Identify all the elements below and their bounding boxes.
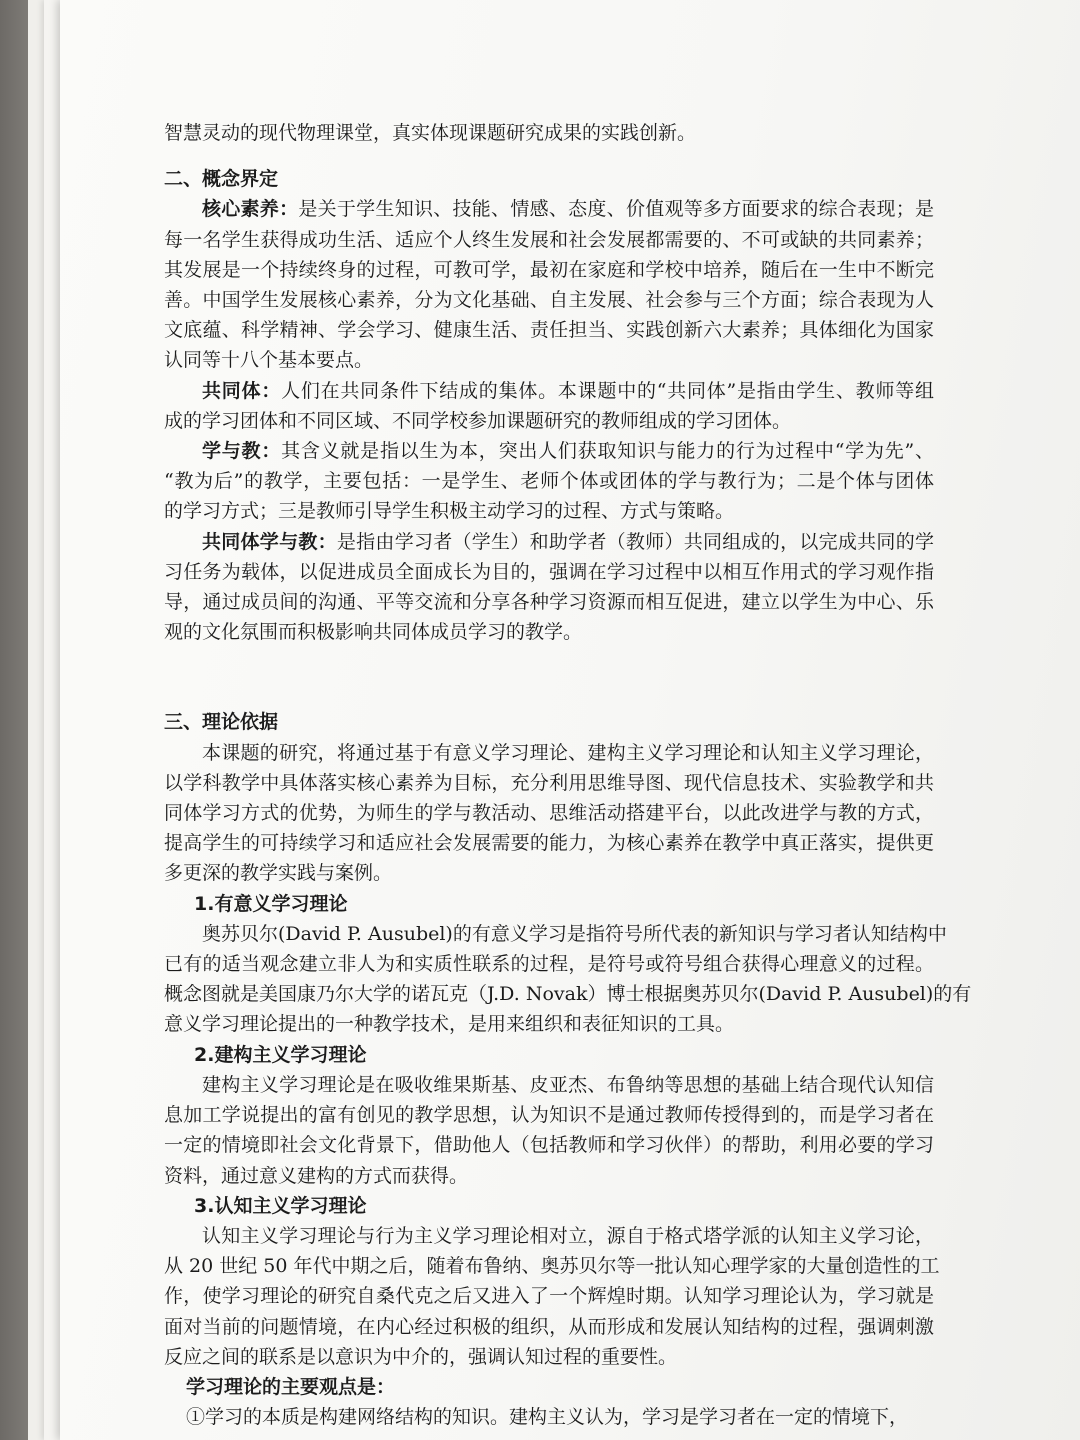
paragraph-line: 每一名学生获得成功生活、适应个人终生发展和社会发展都需要的、不可或缺的共同素养；: [164, 228, 934, 251]
term-community: 共同体：: [202, 379, 282, 402]
paragraph-line: 资料，通过意义建构的方式而获得。: [164, 1164, 469, 1187]
paragraph-line: 其发展是一个持续终身的过程，可教可学，最初在家庭和学校中培养，随后在一生中不断完: [164, 258, 934, 281]
paragraph-line: “教为后”的教学，主要包括：一是学生、老师个体或团体的学与教行为；二是个体与团体: [164, 470, 934, 493]
term-core-literacy: 核心素养：: [202, 198, 299, 221]
paragraph-line: 一定的情境即社会文化背景下，借助他人（包括教师和学习伙伴）的帮助，利用必要的学习: [164, 1134, 934, 1157]
paragraph-line: 习任务为载体，以促进成员全面成长为目的，强调在学习过程中以相互作用式的学习观作指: [164, 560, 934, 583]
paragraph-line: 建构主义学习理论是在吸收维果斯基、皮亚杰、布鲁纳等思想的基础上结合现代认知信: [202, 1073, 934, 1096]
paragraph-line: 从 20 世纪 50 年代中期之后，随着布鲁纳、奥苏贝尔等一批认知心理学家的大量创造性的工: [164, 1255, 940, 1278]
paragraph-line: 面对当前的问题情境，在内心经过积极的组织，从而形成和发展认知结构的过程，强调刺激: [164, 1315, 934, 1338]
paragraph-line: 观的文化氛围而积极影响共同体成员学习的教学。: [164, 621, 583, 644]
paragraph-line: 的学习方式；三是教师引导学生积极主动学习的过程、方式与策略。: [164, 500, 735, 523]
paragraph-line: 是指由学习者（学生）和助学者（教师）共同组成的，以完成共同的学: [336, 530, 934, 553]
definition-core-literacy: [164, 194, 934, 375]
paragraph-line: 作，使学习理论的研究自桑代克之后又进入了一个辉煌时期。认知学习理论认为，学习就是: [164, 1285, 934, 1308]
paragraph-line: 反应之间的联系是以意识为中介的，强调认知过程的重要性。: [164, 1345, 678, 1368]
subheading-main-points: 学习理论的主要观点是：: [186, 1375, 396, 1398]
paragraph-cognitivism: [164, 1221, 940, 1372]
paragraph-line: 是关于学生知识、技能、情感、态度、价值观等多方面要求的综合表现；是: [298, 198, 934, 221]
paragraph-line: 提高学生的可持续学习和适应社会发展需要的能力，为核心素养在教学中真正落实，提供更: [164, 832, 934, 855]
paragraph-line: 认同等十八个基本要点。: [164, 349, 374, 372]
paper-page: [60, 0, 1080, 1440]
paragraph-line: 成的学习团体和不同区域、不同学校参加课题研究的教师组成的学习团体。: [164, 409, 792, 432]
definition-community: [164, 376, 934, 436]
intro-line: 智慧灵动的现代物理课堂，真实体现课题研究成果的实践创新。: [164, 122, 697, 144]
paragraph-line: 息加工学说提出的富有创见的教学思想，认为知识不是通过教师传授得到的，而是学习者在: [164, 1104, 934, 1127]
paragraph-line: 奥苏贝尔(David P. Ausubel)的有意义学习是指符号所代表的新知识与学习者认知结构中: [202, 922, 947, 945]
term-learn-teach: 学与教：: [202, 440, 282, 463]
subheading-meaningful-learning: 1.有意义学习理论: [194, 892, 348, 915]
definition-community-learn-teach: [164, 527, 934, 648]
subheading-constructivism: 2.建构主义学习理论: [194, 1043, 367, 1066]
paragraph-line: 善。中国学生发展核心素养，分为文化基础、自主发展、社会参与三个方面；综合表现为人: [164, 289, 934, 312]
paragraph-line: 意义学习理论提出的一种教学技术，是用来组织和表征知识的工具。: [164, 1013, 735, 1036]
document-body: [164, 118, 972, 1432]
paragraph-line: 同体学习方式的优势，为师生的学与教活动、思维活动搭建平台，以此改进学与教的方式，: [164, 802, 934, 825]
paragraph-line: 其含义就是指以生为本，突出人们获取知识与能力的行为过程中“学为先”、: [281, 440, 934, 463]
paragraph-meaningful-learning: [164, 919, 972, 1040]
paragraph-constructivism: [164, 1070, 934, 1191]
paragraph-line: 已有的适当观念建立非人为和实质性联系的过程，是符号或符号组合获得心理意义的过程。: [164, 953, 934, 976]
subheading-cognitivism: 3.认知主义学习理论: [194, 1194, 367, 1217]
paragraph-line-point-1: ①学习的本质是构建网络结构的知识。建构主义认为，学习是学习者在一定的情境下，: [186, 1406, 909, 1429]
paragraph-line: 多更深的教学实践与案例。: [164, 862, 393, 885]
paragraph-line: 人们在共同条件下结成的集体。本课题中的“共同体”是指由学生、教师等组: [281, 379, 934, 402]
paragraph-line: 概念图就是美国康乃尔大学的诺瓦克（J.D. Novak）博士根据奥苏贝尔(David P. Ausubel)的有: [164, 983, 972, 1006]
section-heading-concepts: 二、概念界定: [164, 168, 279, 191]
section-heading-theory: 三、理论依据: [164, 711, 279, 734]
paragraph-line: 文底蕴、科学精神、学会学习、健康生活、责任担当、实践创新六大素养；具体细化为国家: [164, 319, 934, 342]
term-community-learn-teach: 共同体学与教：: [202, 530, 337, 553]
theory-intro-paragraph: [164, 738, 934, 889]
paragraph-line: 认知主义学习理论与行为主义学习理论相对立，源自于格式塔学派的认知主义学习论，: [202, 1224, 934, 1247]
paragraph-line: 以学科教学中具体落实核心素养为目标，充分利用思维导图、现代信息技术、实验教学和共: [164, 771, 934, 794]
paragraph-line: 导，通过成员间的沟通、平等交流和分享各种学习资源而相互促进，建立以学生为中心、乐: [164, 591, 934, 614]
paragraph-line: 本课题的研究，将通过基于有意义学习理论、建构主义学习理论和认知主义学习理论，: [202, 741, 934, 764]
definition-learn-teach: [164, 436, 934, 527]
